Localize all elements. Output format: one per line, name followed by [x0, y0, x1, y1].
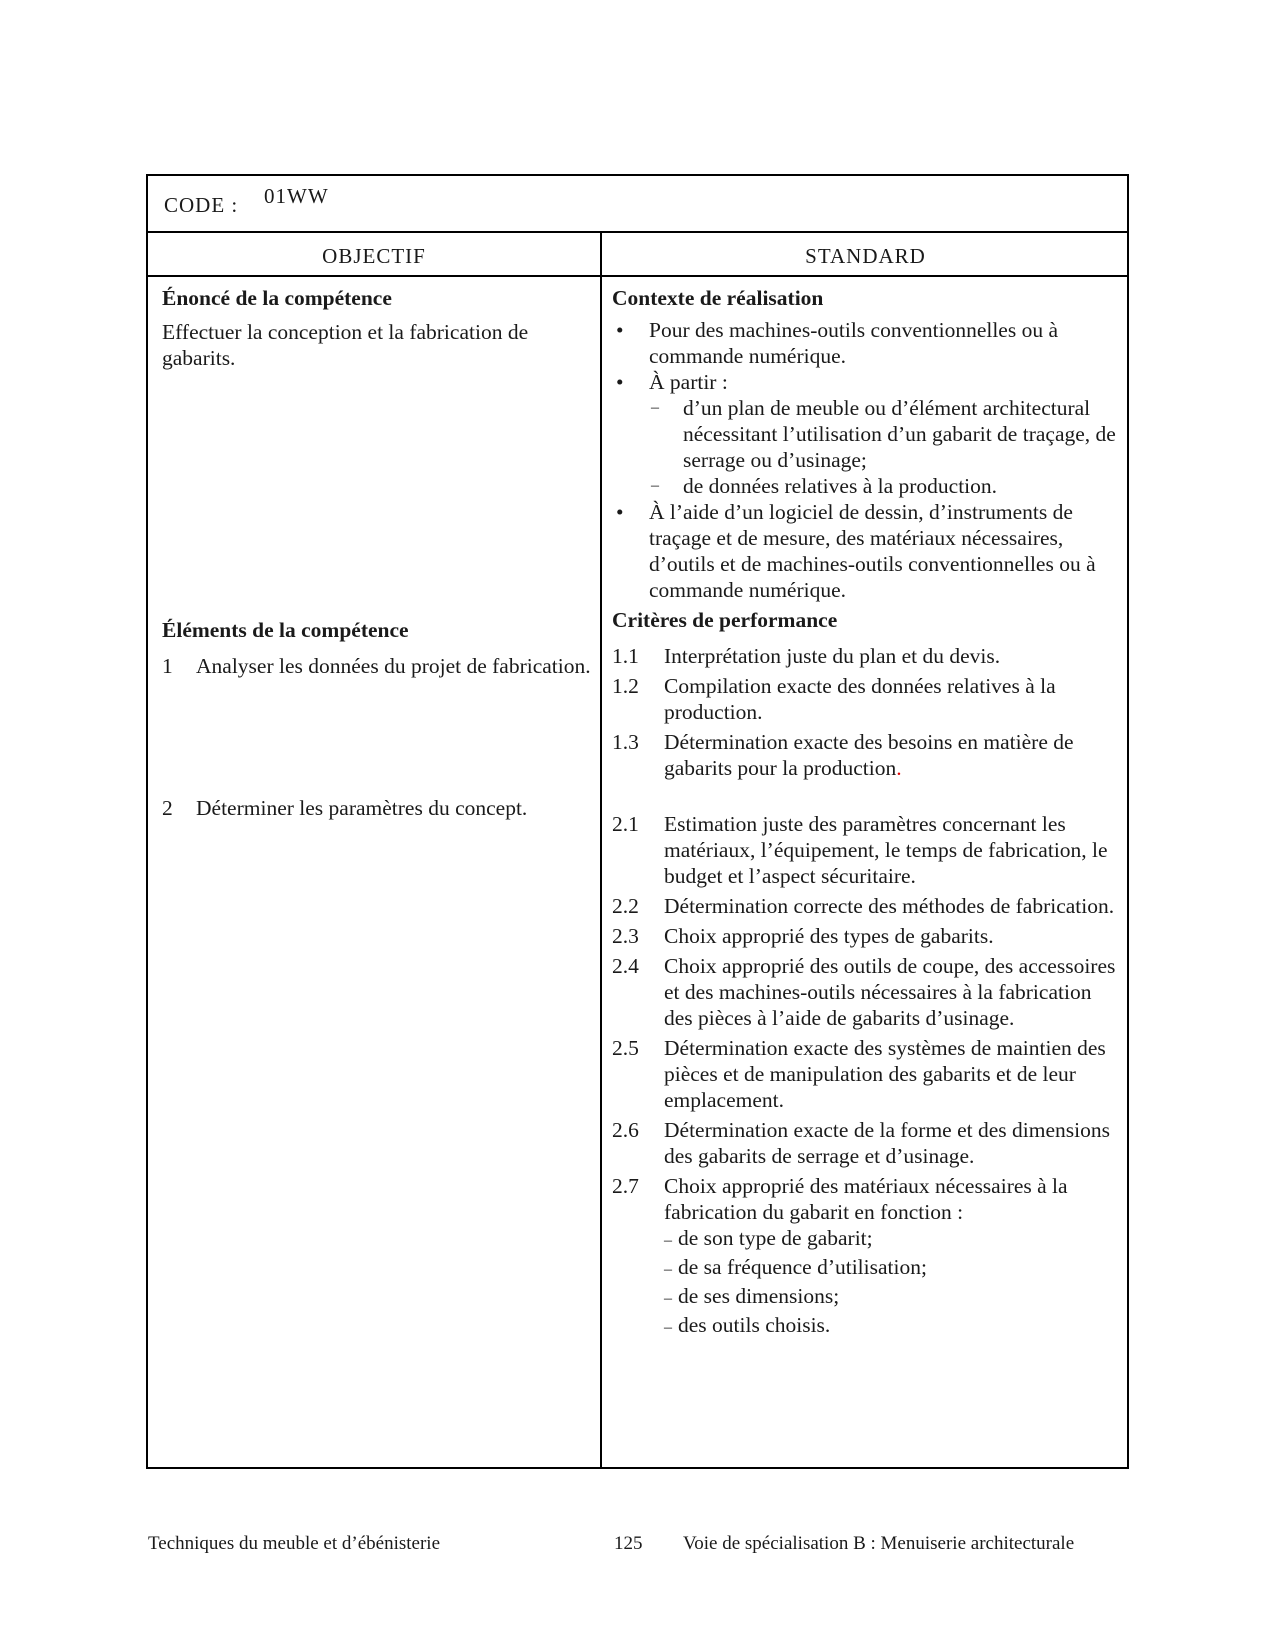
critere-item: [612, 1117, 1122, 1169]
dash-icon: –: [664, 1290, 672, 1307]
contexte-text: À partir :: [649, 370, 728, 394]
standard-column: [612, 277, 1122, 1341]
critere-item: [612, 643, 1122, 669]
element-item: [162, 653, 592, 679]
element-text: Déterminer les paramètres du concept.: [196, 796, 528, 820]
dash-icon: –: [651, 477, 659, 494]
critere-subitem: [664, 1254, 1122, 1283]
dash-icon: –: [664, 1319, 672, 1336]
enonce-heading: Énoncé de la compétence: [162, 286, 392, 310]
enonce-text: Effectuer la conception et la fabrication de gabarits.: [162, 320, 529, 370]
critere-item: [612, 923, 1122, 949]
critere-body: [664, 1173, 1122, 1341]
contexte-subtext: d’un plan de meuble ou d’élément architectural nécessitant l’utilisation d’un gabarit de traçage, de serrage ou d’usinage;: [683, 396, 1116, 472]
contexte-item: [612, 369, 1122, 499]
critere-text: Compilation exacte des données relatives à la production.: [664, 674, 1056, 724]
critere-subtext: de ses dimensions;: [678, 1284, 840, 1308]
critere-item: [612, 1035, 1122, 1113]
critere-sublist: [664, 1225, 1122, 1341]
critere-number: 2.4: [612, 954, 639, 978]
critere-item: [612, 893, 1122, 919]
element-text: Analyser les données du projet de fabrication.: [196, 654, 591, 678]
bullet-icon: •: [616, 500, 624, 524]
critere-number: 2.5: [612, 1036, 639, 1060]
code-row: [148, 176, 1127, 233]
standard-header: STANDARD: [805, 244, 926, 268]
bullet-icon: •: [616, 370, 624, 394]
critere-subtext: de son type de gabarit;: [678, 1226, 873, 1250]
critere-subtext: des outils choisis.: [678, 1313, 831, 1337]
critere-text: Détermination exacte de la forme et des dimensions des gabarits de serrage et d’usinage.: [664, 1118, 1110, 1168]
contexte-item: [612, 499, 1122, 603]
critere-subitem: [664, 1283, 1122, 1312]
elements-heading: Éléments de la compétence: [162, 618, 409, 642]
element-item: [162, 795, 592, 821]
critere-item: [612, 1173, 1122, 1341]
column-divider: [600, 233, 602, 1467]
footer-page-number: 125: [614, 1533, 643, 1554]
critere-item: [612, 729, 1122, 781]
critere-text: Choix approprié des matériaux nécessaires à la fabrication du gabarit en fonction :: [664, 1174, 1068, 1224]
contexte-subitem: [649, 395, 1122, 473]
critere-number: 2.7: [612, 1174, 639, 1198]
competency-table: [146, 174, 1129, 1469]
criteres-heading: Critères de performance: [612, 608, 838, 632]
bullet-icon: •: [616, 318, 624, 342]
contexte-subitem: [649, 473, 1122, 499]
objectif-column: [162, 277, 592, 821]
critere-number: 1.3: [612, 730, 639, 754]
contexte-list: [612, 317, 1122, 603]
code-label: CODE :: [164, 193, 239, 217]
contexte-sublist: [649, 395, 1122, 499]
critere-text: Détermination exacte des systèmes de maintien des pièces et de manipulation des gabarits et de leur emplacement.: [664, 1036, 1106, 1112]
contexte-subtext: de données relatives à la production.: [683, 474, 998, 498]
critere-subitem: [664, 1312, 1122, 1341]
contexte-heading: Contexte de réalisation: [612, 286, 824, 310]
critere-number: 2.1: [612, 812, 639, 836]
contexte-text: Pour des machines-outils conventionnelles ou à commande numérique.: [649, 318, 1059, 368]
red-period: .: [896, 756, 902, 780]
header-row: [148, 233, 1127, 277]
critere-number: 2.2: [612, 894, 639, 918]
critere-text: [664, 729, 1122, 781]
critere-number: 1.1: [612, 644, 639, 668]
objectif-header: OBJECTIF: [322, 244, 426, 268]
critere-item: [612, 811, 1122, 889]
critere-number: 1.2: [612, 674, 639, 698]
element-number: 1: [162, 654, 173, 678]
dash-icon: –: [664, 1261, 672, 1278]
critere-item: [612, 953, 1122, 1031]
code-value: 01WW: [264, 184, 329, 208]
critere-text: Détermination correcte des méthodes de fabrication.: [664, 894, 1115, 918]
dash-icon: –: [651, 399, 659, 416]
critere-text: Choix approprié des types de gabarits.: [664, 924, 994, 948]
critere-text: Interprétation juste du plan et du devis.: [664, 644, 1001, 668]
dash-icon: –: [664, 1232, 672, 1249]
footer-program-title: Techniques du meuble et d’ébénisterie: [148, 1533, 441, 1554]
critere-item: [612, 673, 1122, 725]
critere-number: 2.3: [612, 924, 639, 948]
critere-number: 2.6: [612, 1118, 639, 1142]
critere-text-body: Détermination exacte des besoins en matière de gabarits pour la production: [664, 730, 1074, 780]
footer-specialization: Voie de spécialisation B : Menuiserie architecturale: [683, 1533, 1075, 1554]
critere-text: Estimation juste des paramètres concernant les matériaux, l’équipement, le temps de fabrication, le budget et l’aspect sécuritaire.: [664, 812, 1108, 888]
critere-subitem: [664, 1225, 1122, 1254]
critere-subtext: de sa fréquence d’utilisation;: [678, 1255, 927, 1279]
contexte-text: À l’aide d’un logiciel de dessin, d’instruments de traçage et de mesure, des matériaux nécessaires, d’outils et de machines-outils conventionnelles ou à commande numérique.: [649, 500, 1096, 602]
contexte-item: [612, 317, 1122, 369]
element-number: 2: [162, 796, 173, 820]
critere-text: Choix approprié des outils de coupe, des accessoires et des machines-outils nécessaires à la fabrication des pièces à l’aide de gabarits d’usinage.: [664, 954, 1116, 1030]
